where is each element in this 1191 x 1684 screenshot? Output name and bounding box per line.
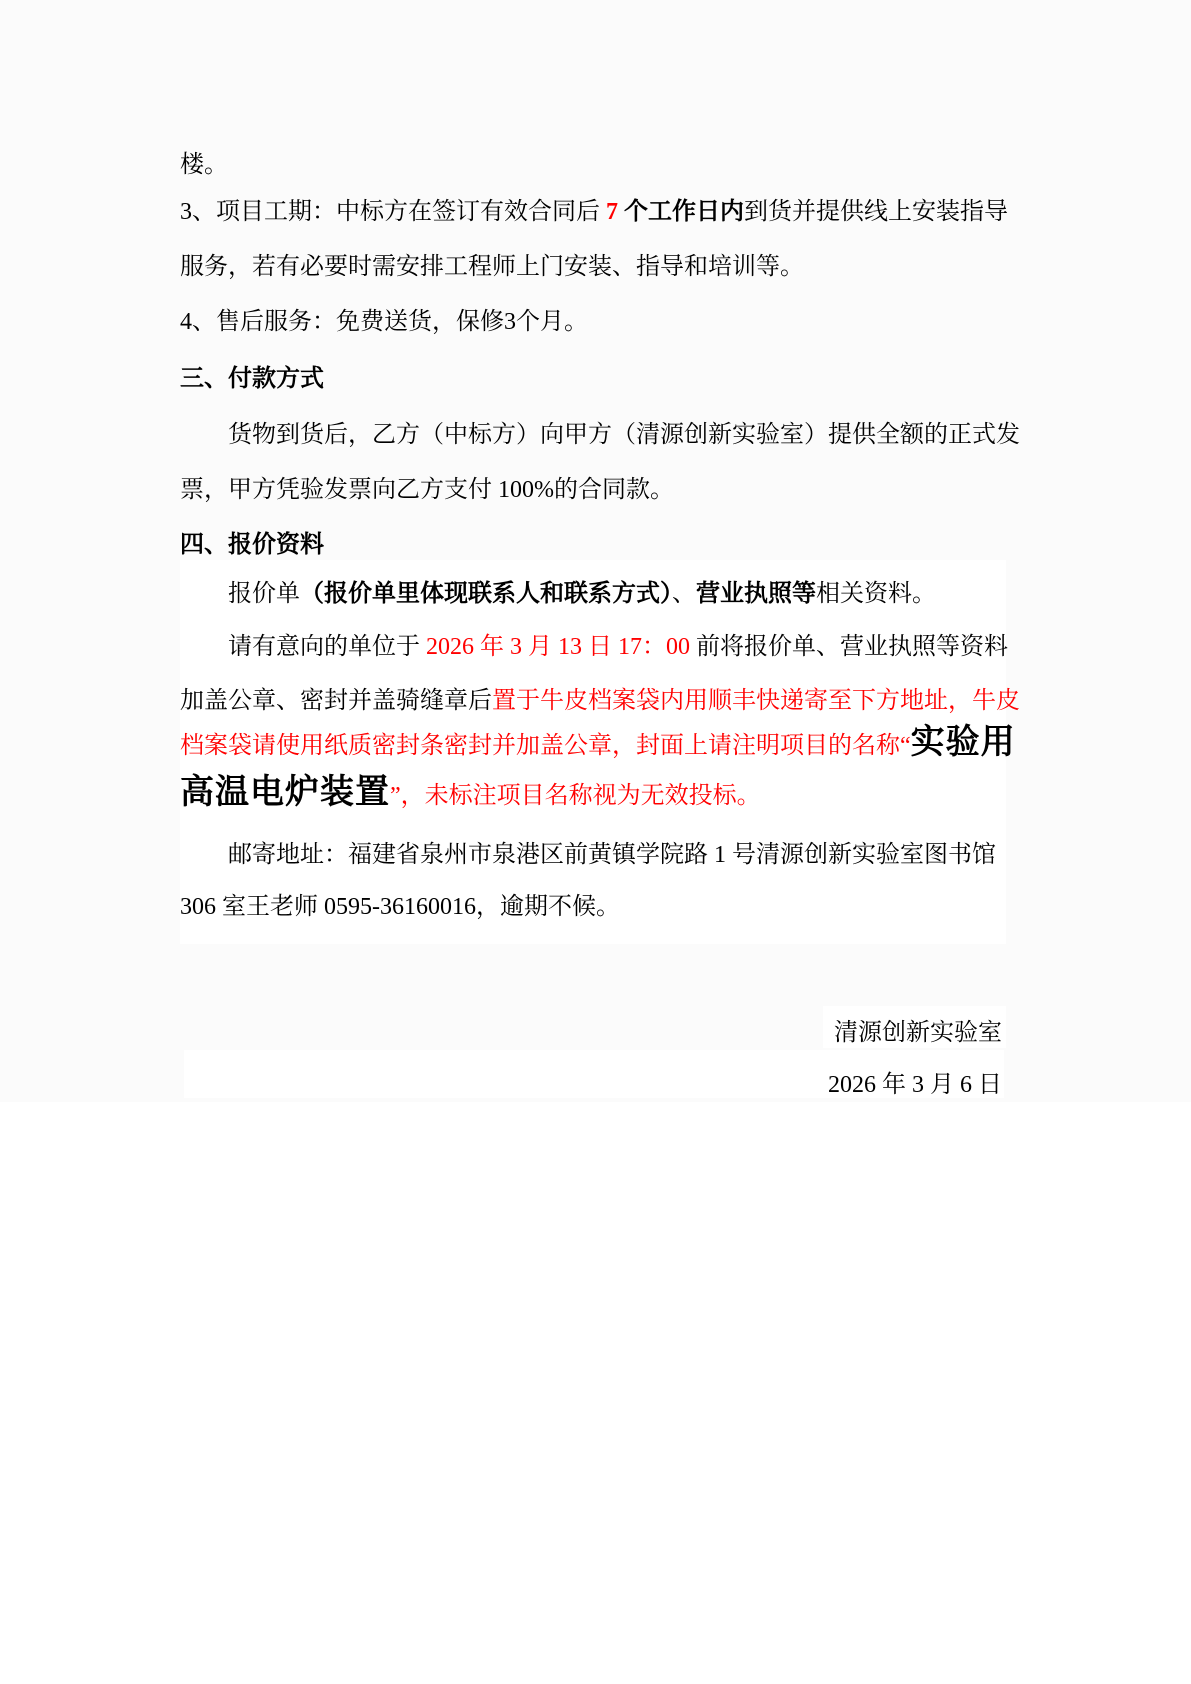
para-mailing-address-line1 xyxy=(228,838,996,872)
para-previous-tail xyxy=(180,148,228,182)
duration-text-post: 到货并提供线上安装指导 xyxy=(744,199,1008,225)
signature-organization-text: 清源创新实验室 xyxy=(834,1020,1002,1046)
quotation-list-pre: 报价单 xyxy=(228,581,300,607)
para-submission-line1 xyxy=(228,630,1008,664)
submission-line2-black: 加盖公章、密封并盖骑缝章后 xyxy=(180,688,492,714)
heading-quotation-materials-text: 四、报价资料 xyxy=(180,532,324,558)
project-name-part1: 实验用 xyxy=(910,724,1016,761)
para-after-sales xyxy=(180,305,588,339)
heading-quotation-materials xyxy=(180,528,324,562)
duration-text-normal: 3、项目工期：中标方在签订有效合同后 xyxy=(180,199,606,225)
submission-line3-red: 档案袋请使用纸质密封条密封并加盖公章，封面上请注明项目的名称“ xyxy=(180,733,911,759)
para-payment-line2 xyxy=(180,473,674,507)
para-submission-line2 xyxy=(180,684,1020,718)
submission-line1-pre: 请有意向的单位于 xyxy=(228,634,426,660)
signature-date-text: 2026 年 3 月 6 日 xyxy=(828,1072,1002,1098)
payment-line2-text: 票，甲方凭验发票向乙方支付 100%的合同款。 xyxy=(180,477,674,503)
heading-payment-method-text: 三、付款方式 xyxy=(180,366,324,392)
quotation-list-bold2: 营业执照等 xyxy=(696,581,816,607)
submission-line2-red: 置于牛皮档案袋内用顺丰快递寄至下方地址，牛皮 xyxy=(492,688,1020,714)
signature-date xyxy=(180,1068,1002,1102)
para-submission-line3 xyxy=(180,726,1016,763)
duration-days-unit: 个工作日内 xyxy=(618,199,744,225)
para-mailing-address-line2 xyxy=(180,890,620,924)
after-sales-text: 4、售后服务：免费送货，保修3个月。 xyxy=(180,309,588,335)
payment-line1-text: 货物到货后，乙方（中标方）向甲方（清源创新实验室）提供全额的正式发 xyxy=(228,422,1020,448)
mailing-address-line1-text: 邮寄地址：福建省泉州市泉港区前黄镇学院路 1 号清源创新实验室图书馆 xyxy=(228,842,996,868)
para-payment-line1 xyxy=(228,418,1020,452)
heading-payment-method xyxy=(180,362,324,396)
project-name-part2: 高温电炉装置 xyxy=(180,774,390,811)
quotation-list-sep: 、 xyxy=(672,581,696,607)
para-quotation-list xyxy=(228,577,936,611)
quotation-list-bold1: （报价单里体现联系人和联系方式） xyxy=(300,581,672,607)
submission-deadline: 2026 年 3 月 13 日 17：00 xyxy=(426,634,696,660)
quotation-list-post: 相关资料。 xyxy=(816,581,936,607)
submission-line1-post: 前将报价单、营业执照等资料 xyxy=(696,634,1008,660)
para-submission-line4 xyxy=(180,776,761,813)
signature-organization xyxy=(180,1016,1002,1050)
para-previous-tail-text: 楼。 xyxy=(180,152,228,178)
duration-days-number: 7 xyxy=(606,199,618,225)
para-project-duration-line2 xyxy=(180,250,804,284)
mailing-address-line2-text: 306 室王老师 0595-36160016，逾期不候。 xyxy=(180,894,620,920)
para-project-duration-line1 xyxy=(180,195,1008,229)
duration-line2-text: 服务，若有必要时需安排工程师上门安装、指导和培训等。 xyxy=(180,254,804,280)
submission-line4-red: ”，未标注项目名称视为无效投标。 xyxy=(390,783,761,809)
